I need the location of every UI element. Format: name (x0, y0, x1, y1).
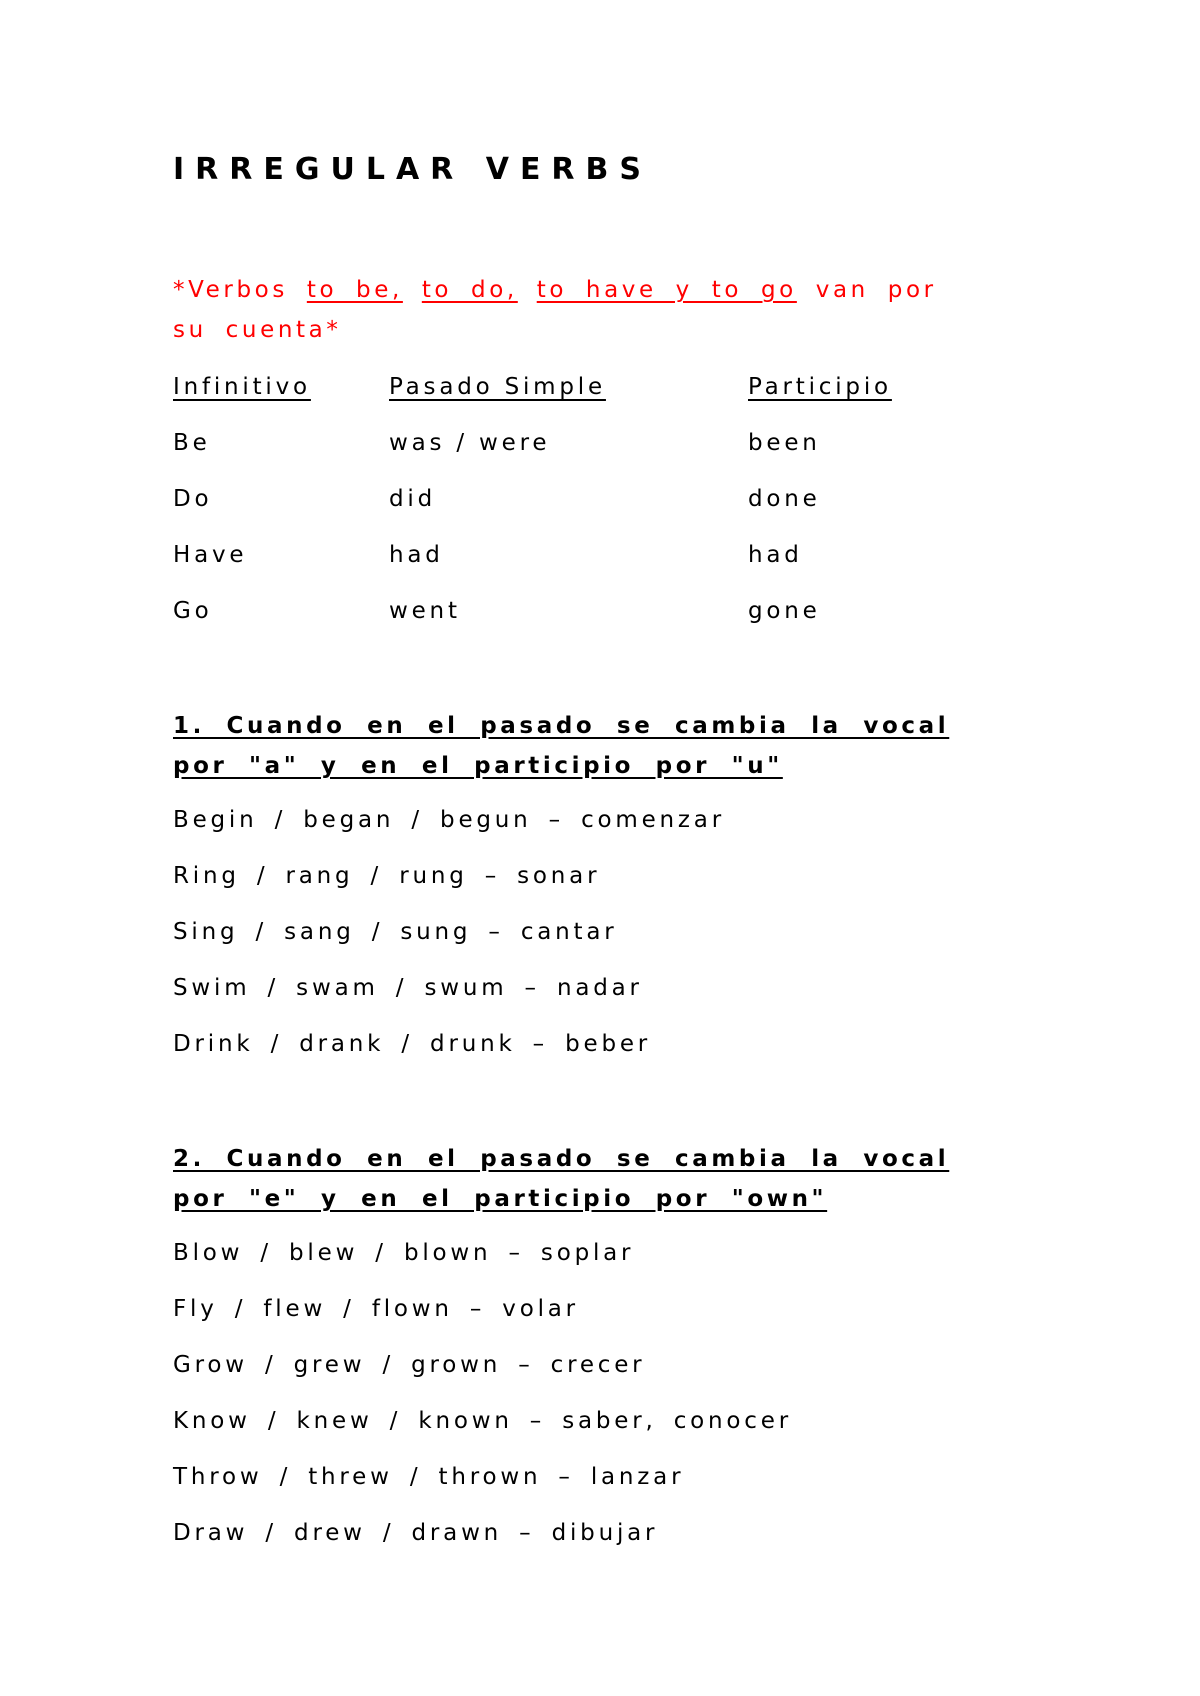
infinitive-cell: Have (173, 542, 248, 568)
past-simple-cell: was / were (389, 430, 551, 456)
note-link-1: to be, (306, 277, 403, 303)
header-participio: Participio (748, 374, 892, 400)
red-note (173, 270, 973, 350)
section-2-heading: 2. Cuando en el pasado se cambia la vocal por "e" y en el participio por "own" (173, 1146, 950, 1212)
note-suffix: van por su cuenta* (173, 277, 937, 343)
list-item: Grow / grew / grown – crecer (173, 1352, 646, 1378)
past-simple-cell: did (389, 486, 436, 512)
participle-cell: had (748, 542, 803, 568)
page-title: IRREGULAR VERBS (173, 152, 653, 187)
note-link-2: to do, (421, 277, 518, 303)
infinitive-cell: Do (173, 486, 213, 512)
header-infinitivo: Infinitivo (173, 374, 311, 400)
list-item: Draw / drew / drawn – dibujar (173, 1520, 659, 1546)
infinitive-cell: Be (173, 430, 211, 456)
infinitive-cell: Go (173, 598, 213, 624)
list-item: Fly / flew / flown – volar (173, 1296, 579, 1322)
note-prefix: *Verbos (173, 277, 307, 303)
list-item: Blow / blew / blown – soplar (173, 1240, 635, 1266)
section-1-heading: 1. Cuando en el pasado se cambia la vocal por "a" y en el participio por "u" (173, 713, 950, 779)
list-item: Swim / swam / swum – nadar (173, 975, 643, 1001)
past-simple-cell: had (389, 542, 444, 568)
list-item: Begin / began / begun – comenzar (173, 807, 725, 833)
note-link-3: to have y to go (536, 277, 797, 303)
past-simple-cell: went (389, 598, 461, 624)
participle-cell: gone (748, 598, 821, 624)
list-item: Know / knew / known – saber, conocer (173, 1408, 792, 1434)
header-pasado-simple: Pasado Simple (389, 374, 606, 400)
participle-cell: done (748, 486, 821, 512)
list-item: Sing / sang / sung – cantar (173, 919, 618, 945)
list-item: Throw / threw / thrown – lanzar (173, 1464, 685, 1490)
list-item: Ring / rang / rung – sonar (173, 863, 601, 889)
participle-cell: been (748, 430, 821, 456)
list-item: Drink / drank / drunk – beber (173, 1031, 652, 1057)
